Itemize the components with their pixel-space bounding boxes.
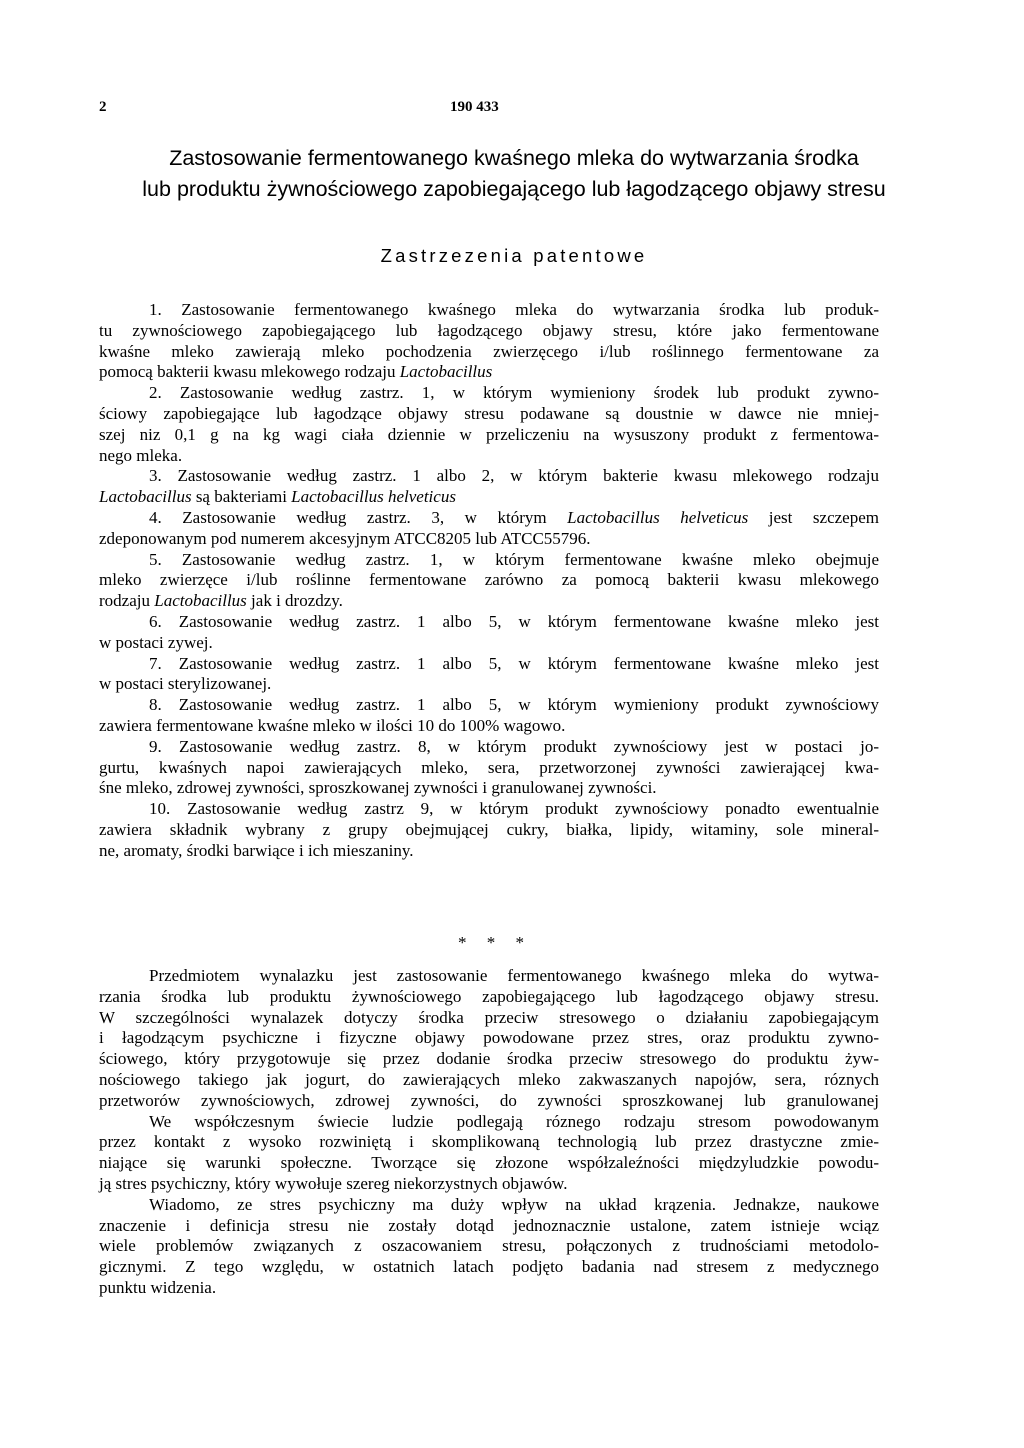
text-segment: We współczesnym świecie ludzie podlegają róznego rodzaju stresom powodowanym [149, 1111, 879, 1131]
description-line [99, 1216, 879, 1237]
claim-line [99, 300, 879, 321]
text-segment: są bakteriami [191, 487, 292, 507]
description-line [99, 966, 879, 987]
text-segment: 3. Zastosowanie według zastrz. 1 albo 2, w którym bakterie kwasu mlekowego rodzaju [149, 466, 879, 486]
claim-line [99, 716, 879, 737]
claim-line [99, 778, 879, 799]
text-segment: rodzaju [99, 591, 155, 611]
description-line [99, 1008, 879, 1029]
claim-line [99, 404, 879, 425]
claim-line [99, 674, 879, 695]
claim-line [99, 570, 879, 591]
description-line [99, 1132, 879, 1153]
text-segment: 9. Zastosowanie według zastrz. 8, w którym produkt zywnościowy jest w postaci jo- [149, 736, 879, 756]
text-segment: ją stres psychiczny, który wywołuje szereg niekorzystnych objawów. [99, 1173, 568, 1193]
claim-line [99, 529, 879, 550]
text-segment: w postaci sterylizowanej. [99, 674, 272, 694]
text-segment: ściowego, który przygotowuje się przez dodanie środka przeciw stresowego do produktu żyw- [99, 1049, 879, 1069]
claim-line [99, 820, 879, 841]
text-segment: 4. Zastosowanie według zastrz. 3, w którym [149, 507, 568, 527]
text-segment: zawiera składnik wybrany z grupy obejmującej cukry, białka, lipidy, witaminy, sole mineral- [99, 819, 879, 839]
claim-line [99, 321, 879, 342]
section-separator: * * * [458, 933, 532, 952]
text-segment: 1. Zastosowanie fermentowanego kwaśnego mleka do wytwarzania środka lub produk- [149, 300, 879, 319]
claim-line [99, 695, 879, 716]
claim-line [99, 550, 879, 571]
text-segment: przez kontakt z wysoko rozwiniętą i skomplikowaną technologią lub przez drastyczne zmie- [99, 1132, 879, 1152]
claim-line [99, 362, 879, 383]
text-segment: kwaśne mleko zawierają mleko pochodzenia zwierzęcego i/lub roślinnego fermentowane za [99, 341, 879, 361]
claim-line [99, 446, 879, 467]
text-segment: nego mleka. [99, 445, 183, 465]
text-segment: 5. Zastosowanie według zastrz. 1, w którym fermentowane kwaśne mleko obejmuje [149, 549, 879, 569]
description-line [99, 1112, 879, 1133]
text-segment: tu zywnościowego zapobiegającego lub łagodzącego objawy stresu, które jako fermentowane [99, 320, 879, 340]
description-line [99, 1195, 879, 1216]
text-segment: punktu widzenia. [99, 1277, 217, 1297]
text-segment: ne, aromaty, środki barwiące i ich mieszaniny. [99, 840, 414, 860]
claim-line [99, 425, 879, 446]
italic-term: Lactobacillus helveticus [567, 507, 749, 527]
text-segment: gurtu, kwaśnych napoi zawierających mleko, sera, przetworzonej zywności zawierającej kwa- [99, 757, 879, 777]
text-segment: niające się warunki społeczne. Tworzące się złozone współzaleźności międzyludzkie powodu- [99, 1153, 879, 1173]
text-segment: 8. Zastosowanie według zastrz. 1 albo 5, w którym wymieniony produkt zywnościowy [149, 695, 879, 715]
text-segment: jak i drozdzy. [246, 591, 343, 611]
claims-heading: Zastrzezenia patentowe [380, 245, 648, 266]
text-segment: szej niz 0,1 g na kg wagi ciała dziennie w przeliczeniu na wysuszony produkt z fermentowa- [99, 424, 879, 444]
claim-line [99, 342, 879, 363]
description-line [99, 1257, 879, 1278]
description-section [99, 966, 879, 1299]
text-segment: gicznymi. Z tego względu, w ostatnich latach podjęto badania nad stresem z medycznego [99, 1257, 879, 1277]
claim-line [99, 383, 879, 404]
text-segment: przetworów zywnościowych, zdrowej zywności, do zywności sproszkowanej lub granulowanej [99, 1090, 879, 1110]
italic-term: Lactobacillus helveticus [291, 487, 456, 507]
text-segment: zdeponowanym pod numerem akcesyjnym ATCC8205 lub ATCC55796. [99, 528, 591, 548]
text-segment: Przedmiotem wynalazku jest zastosowanie fermentowanego kwaśnego mleka do wytwa- [149, 966, 879, 985]
text-segment: Wiadomo, ze stres psychiczny ma duży wpływ na układ krązenia. Jednakze, naukowe [149, 1194, 879, 1214]
text-segment: nościowego takiego jak jogurt, do zawierających mleko zakwaszanych napojów, sera, róznych [99, 1069, 879, 1089]
text-segment: 6. Zastosowanie według zastrz. 1 albo 5, w którym fermentowane kwaśne mleko jest [149, 611, 879, 631]
italic-term: Lactobacillus [99, 487, 192, 507]
description-line [99, 1174, 879, 1195]
text-segment: 7. Zastosowanie według zastrz. 1 albo 5, w którym fermentowane kwaśne mleko jest [149, 653, 879, 673]
claims-section [99, 300, 879, 862]
claim-line [99, 591, 879, 612]
text-segment: śne mleko, zdrowej zywności, sproszkowanej zywności i granulowanej zywności. [99, 778, 657, 798]
document-title [96, 143, 932, 205]
description-line [99, 1070, 879, 1091]
claim-line [99, 508, 879, 529]
text-segment: 2. Zastosowanie według zastrz. 1, w którym wymieniony środek lub produkt zywno- [149, 383, 879, 403]
text-segment: rzania środka lub produktu żywnościowego zapobiegającego lub łagodzącego objawy stresu. [99, 986, 879, 1006]
claim-line [99, 487, 879, 508]
claim-line [99, 841, 879, 862]
text-segment: pomocą bakterii kwasu mlekowego rodzaju [99, 362, 400, 382]
description-line [99, 1153, 879, 1174]
description-line [99, 987, 879, 1008]
claim-line [99, 654, 879, 675]
claim-line [99, 758, 879, 779]
italic-term: Lactobacillus [399, 362, 493, 382]
claim-line [99, 633, 879, 654]
text-segment: i łagodzącym psychiczne i fizyczne objawy powodowane przez stres, oraz produktu zywno- [99, 1028, 879, 1048]
text-segment: wiele problemów związanych z oszacowaniem stresu, połączonych z trudnościami metodolo- [99, 1236, 879, 1256]
text-segment: zawiera fermentowane kwaśne mleko w ilości 10 do 100% wagowo. [99, 715, 566, 735]
patent-number: 190 433 [450, 99, 499, 115]
page-number: 2 [99, 99, 107, 115]
text-segment: mleko zwierzęce i/lub roślinne fermentowane zarówno za pomocą bakterii kwasu mlekowego [99, 570, 879, 590]
text-segment: 10. Zastosowanie według zastrz 9, w którym produkt zywnościowy ponadto ewentualnie [149, 799, 879, 819]
description-line [99, 1091, 879, 1112]
text-segment: w postaci zywej. [99, 632, 213, 652]
text-segment: znaczenie i definicja stresu nie zostały dotąd jednoznacznie ustalone, zatem istnieje wciąz [99, 1215, 879, 1235]
text-segment: jest szczepem [748, 507, 879, 527]
text-segment: W szczególności wynalazek dotyczy środka przeciw stresowego o działaniu zapobiegającym [99, 1007, 879, 1027]
description-line [99, 1236, 879, 1257]
text-segment: ściowy zapobiegające lub łagodzące objawy stresu podawane są doustnie w dawce nie mniej- [99, 403, 879, 423]
description-line [99, 1049, 879, 1070]
claim-line [99, 737, 879, 758]
claim-line [99, 612, 879, 633]
claim-line [99, 466, 879, 487]
description-line [99, 1278, 879, 1299]
description-line [99, 1028, 879, 1049]
italic-term: Lactobacillus [154, 591, 247, 611]
title-line: lub produktu żywnościowego zapobiegającego lub łagodzącego objawy stresu [142, 177, 886, 201]
claim-line [99, 799, 879, 820]
title-line: Zastosowanie fermentowanego kwaśnego mleka do wytwarzania środka [169, 146, 859, 170]
